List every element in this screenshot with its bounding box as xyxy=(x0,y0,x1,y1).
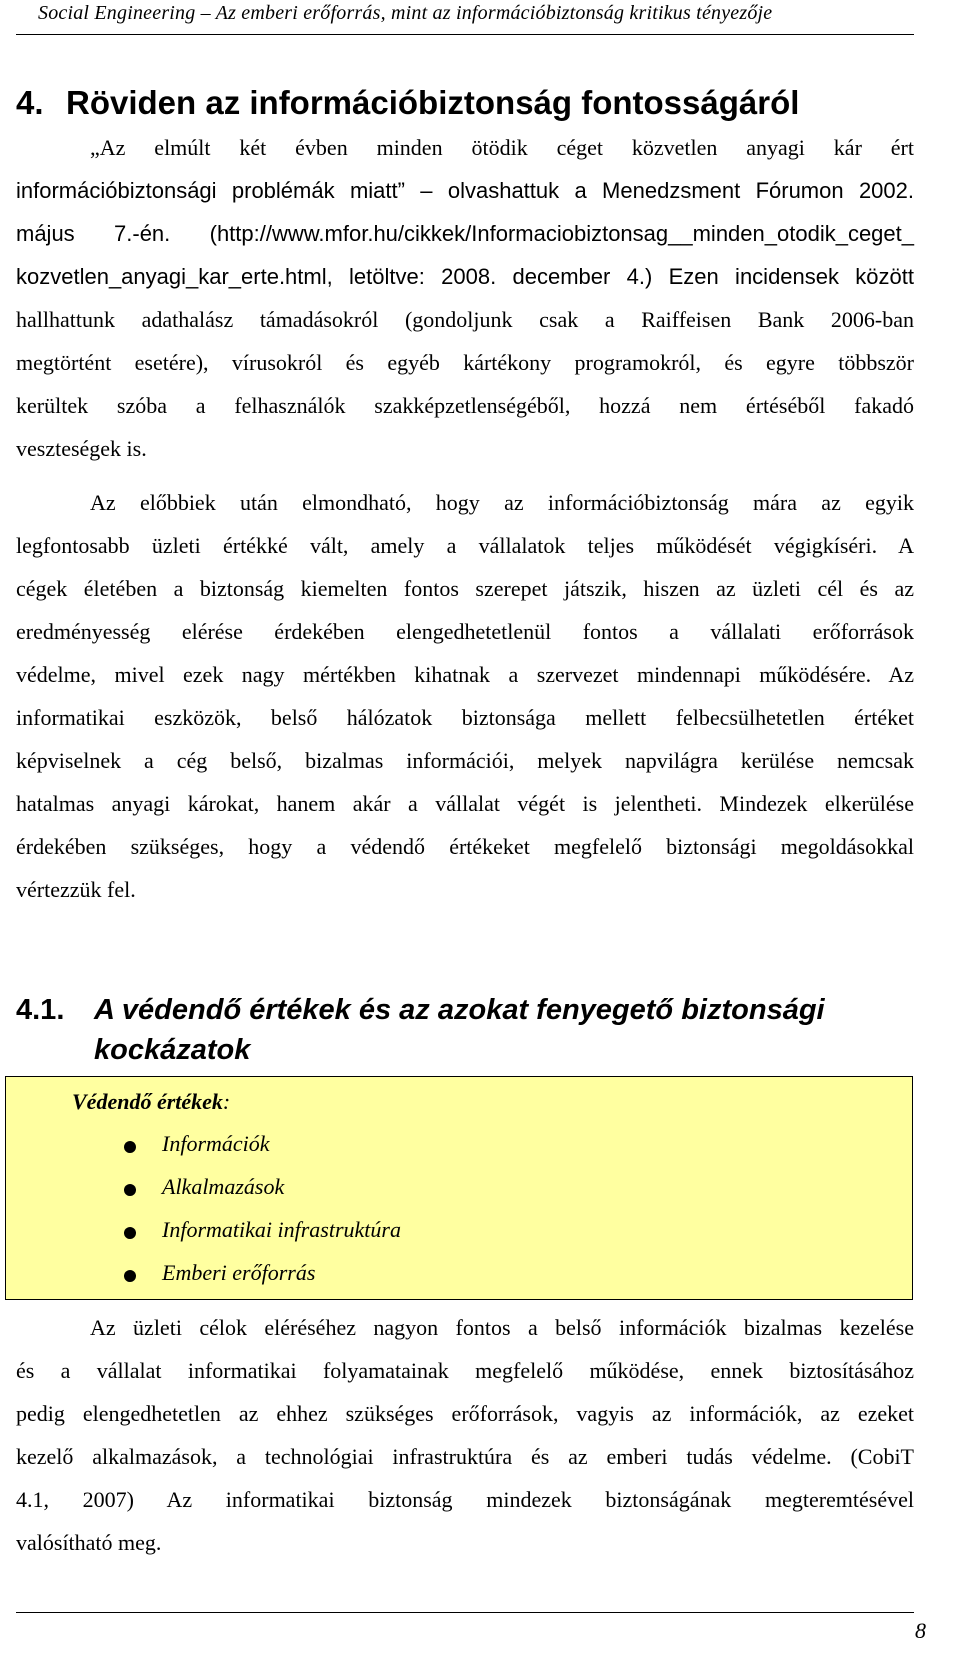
footer-divider xyxy=(16,1612,914,1613)
bullet-icon xyxy=(124,1227,136,1239)
bullet-icon xyxy=(124,1184,136,1196)
paragraph-line: „Az elmúlt két évben minden ötödik céget közvetlen anyagi kár ért xyxy=(90,135,914,160)
paragraph-line: Az előbbiek után elmondható, hogy az információbiztonság mára az egyik xyxy=(90,490,914,515)
paragraph-line: képviselnek a cég belső, bizalmas információi, melyek napvilágra kerülése nemcsak xyxy=(16,748,914,773)
paragraph-line: hallhattunk adathalász támadásokról (gondoljunk csak a Raiffeisen Bank 2006-ban xyxy=(16,307,914,332)
paragraph-line: informatikai eszközök, belső hálózatok biztonsága mellett felbecsülhetetlen értéket xyxy=(16,705,914,730)
box-title xyxy=(72,1089,230,1115)
list-item: Információk xyxy=(162,1131,270,1156)
section-title: Röviden az információbiztonság fontosságáról xyxy=(66,84,800,121)
paragraph-line: és a vállalat informatikai folyamatainak megfelelő működése, ennek biztosításához xyxy=(16,1358,914,1383)
protected-values-box xyxy=(5,1076,913,1300)
paragraph-line: érdekében szükséges, hogy a védendő értékeket megfelelő biztonsági megoldásokkal xyxy=(16,834,914,859)
paragraph-line: cégek életében a biztonság kiemelten fontos szerepet játszik, hiszen az üzleti cél és az xyxy=(16,576,914,601)
list-item: Emberi erőforrás xyxy=(162,1260,316,1285)
paragraph-line: kezelő alkalmazások, a technológiai infrastruktúra és az emberi tudás védelme. (CobiT xyxy=(16,1444,914,1469)
paragraph-line: védelme, mivel ezek nagy mértékben kihatnak a szervezet mindennapi működésére. Az xyxy=(16,662,914,687)
paragraph-line: május 7.-én. (http://www.mfor.hu/cikkek/Informaciobiztonsag__minden_otodik_ceget_ xyxy=(16,221,914,246)
paragraph-line: vértezzük fel. xyxy=(16,877,136,902)
paragraph-line: kozvetlen_anyagi_kar_erte.html, letöltve: 2008. december 4.) Ezen incidensek között xyxy=(16,264,914,289)
box-title-text: Védendő értékek xyxy=(72,1089,223,1114)
paragraph-line: valósítható meg. xyxy=(16,1530,162,1555)
bullet-icon xyxy=(124,1270,136,1282)
paragraph-line: legfontosabb üzleti értékké vált, amely a vállalatok teljes működését végigkíséri. A xyxy=(16,533,914,558)
page-header xyxy=(16,0,914,35)
paragraph-line: eredményesség elérése érdekében elengedhetetlenül fontos a vállalati erőforrások xyxy=(16,619,914,644)
subsection-title-line2: kockázatok xyxy=(94,1034,251,1066)
list-item: Informatikai infrastruktúra xyxy=(162,1217,401,1242)
paragraph-line: hatalmas anyagi károkat, hanem akár a vállalat végét is jelentheti. Mindezek elkerülése xyxy=(16,791,914,816)
section-heading xyxy=(16,84,799,122)
list-item: Alkalmazások xyxy=(162,1174,285,1199)
box-title-colon: : xyxy=(222,1089,231,1114)
subsection-number: 4.1. xyxy=(16,994,65,1026)
paragraph-line: 4.1, 2007) Az informatikai biztonság mindezek biztonságának megteremtésével xyxy=(16,1487,914,1512)
paragraph-line: veszteségek is. xyxy=(16,436,147,461)
section-number: 4. xyxy=(16,84,44,121)
page-number: 8 xyxy=(915,1618,926,1643)
paragraph-line: Az üzleti célok eléréséhez nagyon fontos a belső információk bizalmas kezelése xyxy=(90,1315,914,1340)
subsection-title-line1: A védendő értékek és az azokat fenyegető biztonsági xyxy=(94,994,825,1026)
header-text: Social Engineering – Az emberi erőforrás, mint az információbiztonság kritikus tényezője xyxy=(38,2,773,24)
paragraph-line: pedig elengedhetetlen az ehhez szükséges erőforrások, vagyis az információk, az ezeket xyxy=(16,1401,914,1426)
paragraph-line: kerültek szóba a felhasználók szakképzetlenségéből, hozzá nem értéséből fakadó xyxy=(16,393,914,418)
paragraph-line: információbiztonsági problémák miatt” – olvashattuk a Menedzsment Fórumon 2002. xyxy=(16,178,914,203)
paragraph-line: megtörtént esetére), vírusokról és egyéb kártékony programokról, és egyre többször xyxy=(16,350,914,375)
bullet-icon xyxy=(124,1141,136,1153)
